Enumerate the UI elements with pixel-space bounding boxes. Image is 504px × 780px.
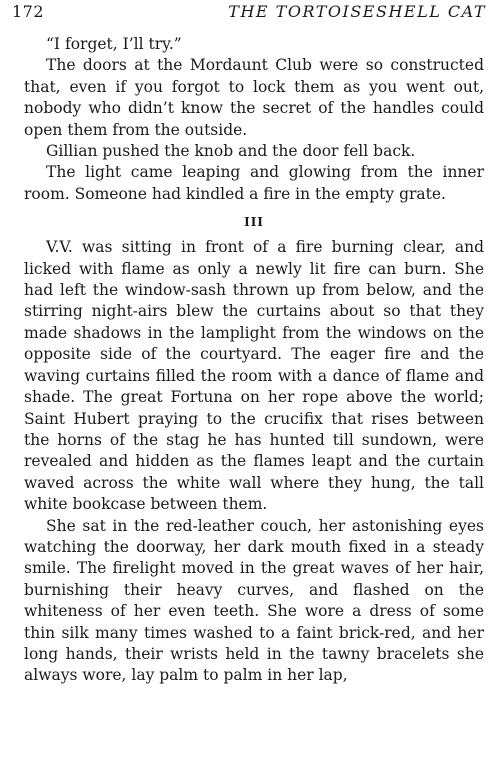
paragraph: “I forget, I’ll try.” xyxy=(46,35,182,53)
page-number: 172 xyxy=(12,2,45,21)
body-text xyxy=(24,34,484,687)
section-heading: III xyxy=(244,215,264,230)
paragraph: Gillian pushed the knob and the door fell back. xyxy=(46,142,416,161)
paragraph: The doors at the Mordaunt Club were so constructed that, even if you forgot to lock them as you went out, nobody who didn’t know the secret of the handles could open them from the outside. xyxy=(24,56,484,139)
paragraph: The light came leaping and glowing from the inner room. Someone had kindled a fire in the empty grate. xyxy=(24,163,484,203)
paragraph: V.V. was sitting in front of a fire burning clear, and licked with flame as only a newly lit fire can burn. She had left the window-sash thrown up from below, and the stirring night-airs blew the curtains about so that they made shadows in the lamplight from the windows on the opposite side of the courtyard. The eager fire and the waving curtains filled the room with a dance of flame and shade. The great Fortuna on her rope above the world; Saint Hubert praying to the crucifix that rises between the horns of the stag he has hunted till sundown, were revealed and hidden as the flames leapt and the curtain waved across the white wall where they hung, the tall white bookcase between them. xyxy=(24,238,484,514)
paragraph: She sat in the red-leather couch, her astonishing eyes watching the doorway, her dark mouth fixed in a steady smile. The firelight moved in the great waves of her hair, burnishing their heavy curves, and flashed on the whiteness of her even teeth. She wore a dress of some thin silk many times washed to a faint brick-red, and her long hands, their wrists held in the tawny bracelets she always wore, lay palm to palm in her lap, xyxy=(24,516,484,685)
running-title: THE TORTOISESHELL CAT xyxy=(228,2,486,21)
running-head xyxy=(6,0,490,28)
